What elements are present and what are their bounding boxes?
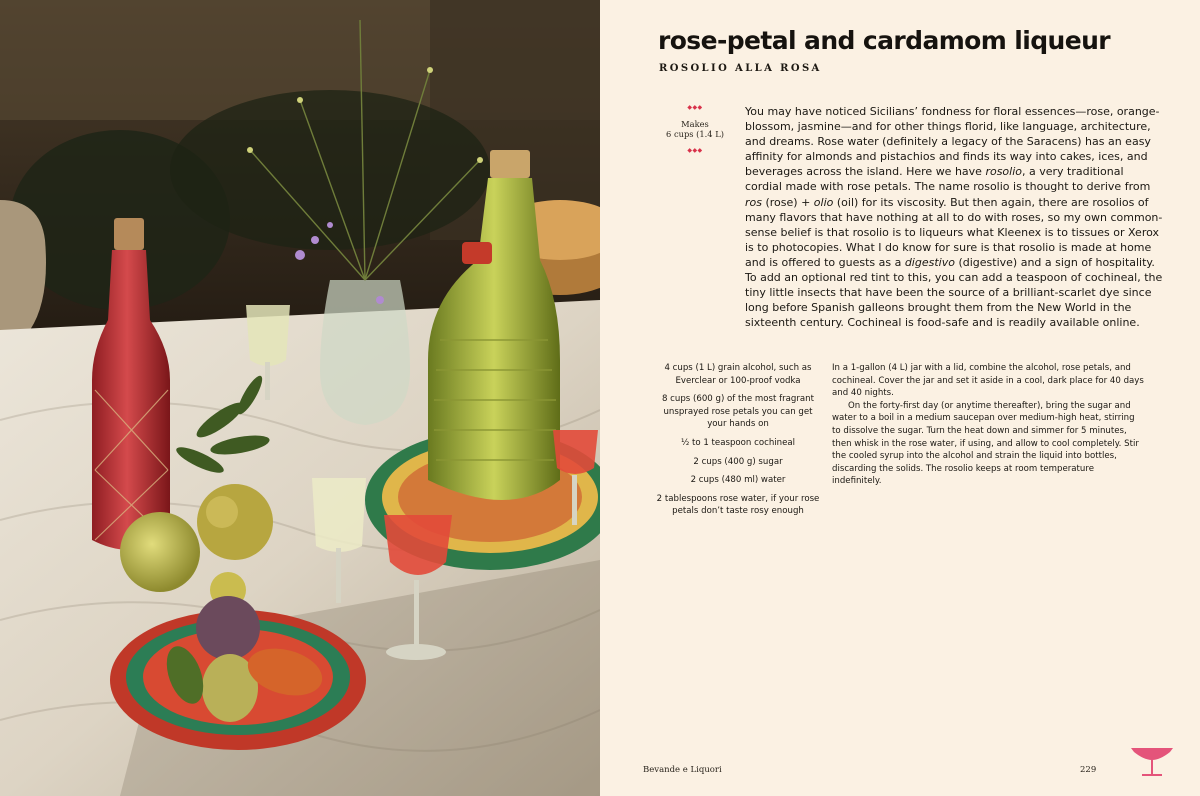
- yield-label: Makes: [681, 119, 709, 129]
- ingredient-item: 2 tablespoons rose water, if your rose petals don’t taste rosy enough: [656, 493, 820, 517]
- intro-italic-term: digestivo: [904, 255, 955, 269]
- intro-text: You may have noticed Sicilians’ fondness for floral essences—rose, orange-blossom, jasmine—and for other things florid, like language, architecture, and dreams. Rose water (definitely a legacy of the Saracens) has an easy affinity for almonds and pistachios and finds its way into cakes, ices, and beverages across the island. Here we have: [745, 105, 1160, 179]
- cocktail-glass-icon: [1130, 746, 1174, 778]
- intro-italic-term: rosolio: [985, 165, 1022, 179]
- ingredient-item: 8 cups (600 g) of the most fragrant unsprayed rose petals you can get your hands on: [661, 394, 814, 430]
- intro-italic-term: olio: [813, 195, 834, 209]
- method-steps: [832, 362, 1144, 488]
- ingredient-item: 2 cups (400 g) sugar: [693, 456, 783, 467]
- method-step: On the forty-first day (or anytime thereafter), bring the sugar and water to a boil in a medium saucepan over medium-high heat, stirring to dissolve the sugar. Turn the heat down and simmer for 5 minutes, then whisk in the rose water, if using, and allow to cool completely. Stir the cooled syrup into the alcohol and strain the liquid into bottles, discarding the solids. The rosolio keeps at room temperature indefinitely.: [832, 400, 1139, 487]
- yield-amount: 6 cups (1.4 L): [666, 129, 724, 139]
- method-step: In a 1-gallon (4 L) jar with a lid, combine the alcohol, rose petals, and cochineal. Cover the jar and set it aside in a cool, dark place for 40 days and 40 nights.: [832, 363, 1144, 399]
- intro-text: , a very traditional cordial made with rose petals. The name rosolio is thought to derive from: [745, 165, 1151, 194]
- recipe-title: rose-petal and cardamom liqueur: [658, 26, 1111, 55]
- ingredient-item: ½ to 1 teaspoon cochineal: [680, 437, 796, 448]
- diamond-ornament-icon: ◆◆◆: [687, 104, 703, 111]
- yield-block: [660, 104, 730, 155]
- diamond-ornament-icon: ◆◆◆: [687, 147, 703, 154]
- ingredient-item: 4 cups (1 L) grain alcohol, such as Everclear or 100-proof vodka: [664, 363, 812, 386]
- footer-section-title: Bevande e Liquori: [643, 765, 722, 775]
- recipe-intro: [745, 104, 1163, 330]
- intro-text: (digestive) and a sign of hospitality. To add an optional red tint to this, you can add a teaspoon of cochineal, the tiny little insects that have been the source of a brilliant-scarlet dye since long before Spanish galleons brought them from the New World in the sixteenth century. Cochineal is food-safe and is readily available online.: [745, 255, 1163, 330]
- ingredient-list: [656, 362, 820, 524]
- recipe-subtitle: ROSOLIO ALLA ROSA: [659, 63, 822, 74]
- recipe-text-page: [600, 0, 1200, 796]
- intro-text: (rose) +: [761, 195, 814, 209]
- ingredient-item: 2 cups (480 ml) water: [690, 475, 786, 486]
- intro-italic-term: ros: [745, 195, 762, 209]
- intro-text: (oil) for its viscosity. But then again, there are rosolios of many flavors that have nothing at all to do with roses, so my own common-sense belief is that rosolio is to liqueurs what Kleenex is to tissues or Xerox is to photocopies. What I do know for sure is that rosolio is made at home and is offered to guests as a: [745, 195, 1163, 269]
- page-number: 229: [1080, 765, 1097, 775]
